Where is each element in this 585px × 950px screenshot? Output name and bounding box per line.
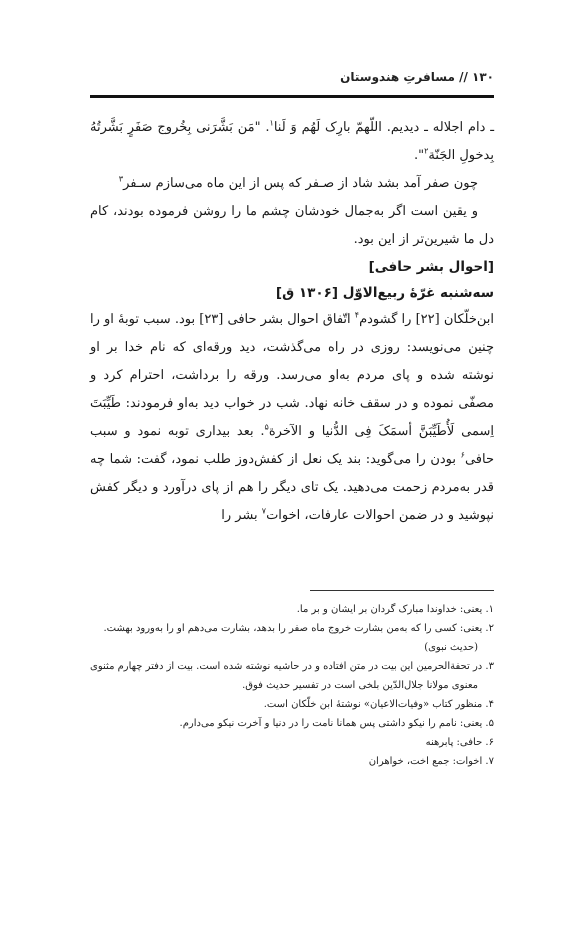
- section-heading: [احوال بشر حافی]: [368, 259, 494, 275]
- footnote-ref-7: ۷: [261, 506, 267, 516]
- footnote-4: ۴. منظور کتاب «وفیات‌الاعیان» نوشتهٔ ابن خلّکان است.: [263, 699, 494, 710]
- footnote-1: ۱. یعنی: خداوندا مبارک گردان بر ایشان و بر ما.: [296, 604, 494, 615]
- date-subheading: سه‌شنبه غرّهٔ ربیع‌الاوّل [۱۳۰۶ ق]: [275, 285, 494, 301]
- footnote-ref-4: ۴: [354, 310, 360, 320]
- verse-line: [90, 170, 494, 198]
- footnote-ref-3: ۳: [118, 174, 124, 184]
- paragraph-1: [90, 114, 494, 170]
- footnote-ref-6: ۶: [460, 450, 465, 460]
- paragraph-2: و یقین است اگر به‌جمال خودشان چشم ما را روشن فرموده بودند، کام دل ما شیرین‌تر از این بود.: [90, 204, 494, 247]
- footnote-6: ۶. حافی: پابرهنه: [425, 737, 494, 748]
- footnote-5: ۵. یعنی: نامم را نیکو داشتی پس همانا نامت را در دنیا و آخرت نیکو می‌دارم.: [179, 718, 494, 729]
- footnote-rule: [310, 590, 494, 591]
- paragraph-3-text-c: . بعد بیداری توبه نمود و سبب حافی: [90, 424, 494, 467]
- footnote-3: ۳. در تحفة‌الحرمین این بیت در متن افتاده و در حاشیه نوشته شده است. بیت از دفتر چهارم مثنوی معنوی مولانا جلال‌الدّین بلخی است در تفسیر حدیث فوق.: [90, 661, 494, 691]
- header-rule: [90, 95, 494, 98]
- paragraph-3-text-e: بشر را: [221, 508, 262, 523]
- paragraph-3: [90, 306, 494, 530]
- paragraph-1-text-b: . "مَن بَشَّرَنی بِخُروج صَفَرٍ بَشَّرتُهُ بِدخولِ الجَنّة: [90, 120, 494, 163]
- running-header: ۱۳۰ // مسافرتِ هندوستان: [340, 70, 494, 84]
- footnote-7: ۷. اخوات: جمع اخت، خواهران: [368, 756, 494, 767]
- footnote-ref-5: ۵: [264, 422, 269, 432]
- footnotes: [90, 600, 494, 771]
- paragraph-1-text-a: ـ دام اجلاله ـ دیدیم. اللّهمّ بارِک لَهُم وَ لَنا: [273, 120, 495, 135]
- paragraph-3-text-a: ابن‌خلّکان [۲۲] را گشودم: [359, 312, 494, 327]
- paragraph-1-text-c: ".: [413, 148, 425, 163]
- paragraph-3-text-d: بودن را می‌گوید: بند یک نعل از کفش‌دوز طلب نمود، گفت: شما چه قدر به‌مردم زحمت می‌دهید. یک تای دیگر را هم از پای درآورد و دیگر کفش نپوشید و در ضمن احوالات عارفات، اخوات: [90, 452, 494, 523]
- footnote-2: ۲. یعنی: کسی را که به‌من بشارت خروج ماه صفر را بدهد، بشارت می‌دهم او را به‌ورود بهشت. (حدیث نبوی): [103, 623, 494, 653]
- paragraph-3-text-b: اتّفاق احوال بشر حافی [۲۳] بود. سبب توبهٔ او را چنین می‌نویسد: روزی در راه می‌گذشت، دید ورقه‌ای که نام خدا بر او نوشته شده و پای مردم به‌او می‌رسد. ورقه را برداشت، احترام کرد و مصفّی نموده و در سقف خانه نهاد. شب در خواب دید به‌او فرمودند: طَیِّبَتَ اِسمی لَأُطَیِّبَنَّ أسمَکَ فِی الدُّنیا و الآخرة: [90, 312, 494, 439]
- verse-text: چون صفر آمد بشد شاد از صـفر که پس از این ماه می‌سازم سـفر: [123, 176, 478, 191]
- footnote-ref-1: ۱: [269, 118, 274, 128]
- footnote-ref-2: ۲: [424, 146, 429, 156]
- main-text: [90, 114, 494, 530]
